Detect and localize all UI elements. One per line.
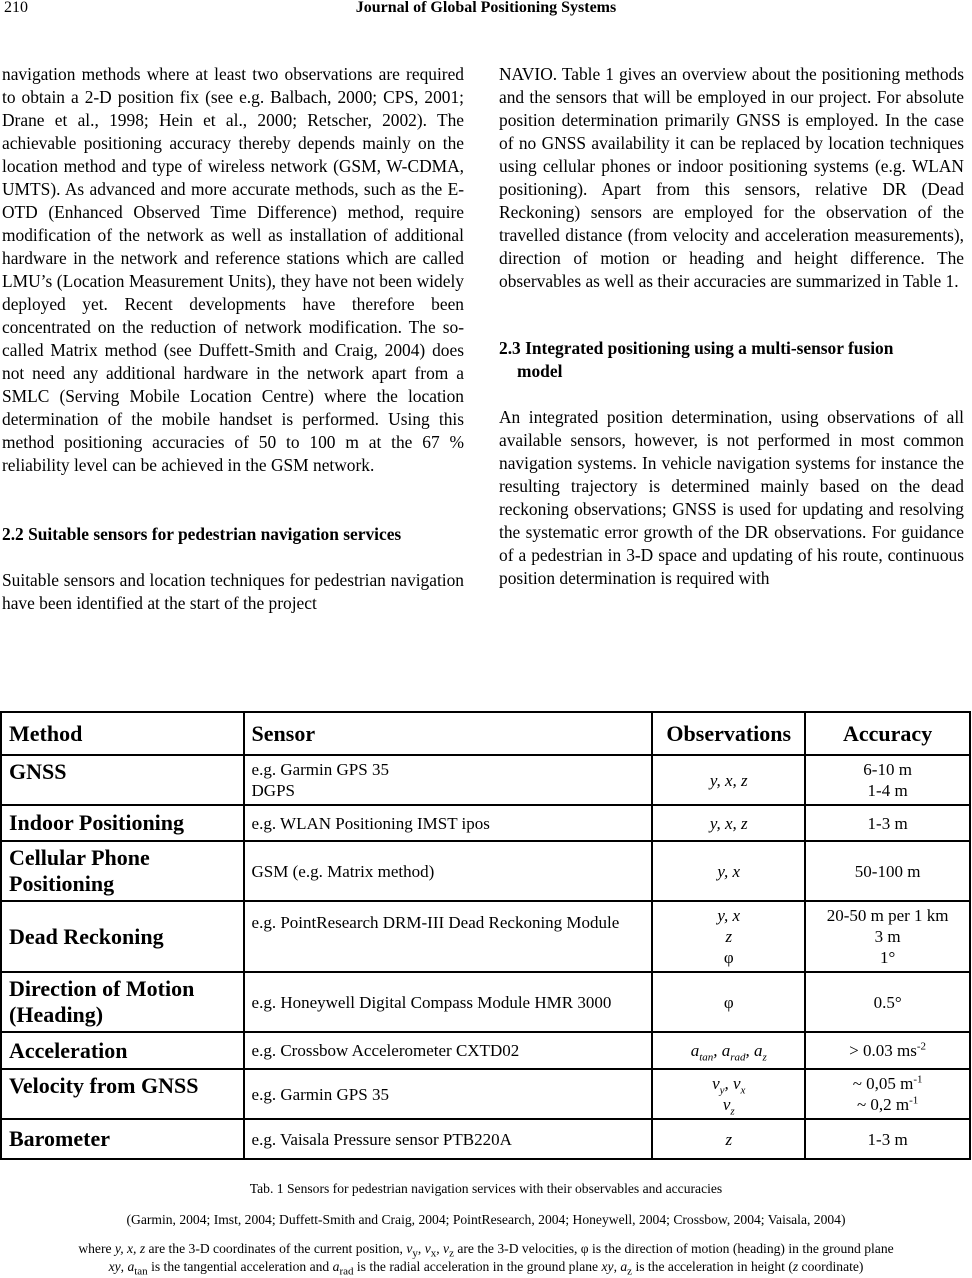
page-header: [0, 0, 972, 22]
footnote-text: ,: [120, 1259, 128, 1274]
observation-line: z: [725, 927, 733, 946]
observation-line: φ: [723, 948, 734, 967]
accuracy-line: 1-4 m: [867, 781, 908, 800]
accuracy-cell: [805, 755, 970, 805]
accuracy-cell: 0.5°: [805, 972, 970, 1032]
observations-cell: [652, 1032, 805, 1069]
accuracy-line: 3 m: [874, 927, 901, 946]
footnote-math: a: [620, 1259, 628, 1274]
footnote-math: v: [443, 1241, 450, 1256]
observations-cell: y, x, z: [652, 805, 805, 841]
sensor-line: DGPS: [251, 781, 295, 800]
obs-subscript: z: [762, 1051, 767, 1064]
footnote-text: ,: [417, 1241, 425, 1256]
accuracy-line: 6-10 m: [863, 760, 912, 779]
accuracy-value: ~ 0,2 m: [856, 1095, 910, 1114]
sensor-table: [0, 711, 971, 1160]
table-sources: (Garmin, 2004; Imst, 2004; Duffett-Smith and Craig, 2004; PointResearch, 2004; Honeywell, 2004; Crossbow, 2004; Vaisala, 2004): [126, 1212, 846, 1227]
method-cell: GNSS: [1, 755, 244, 805]
method-cell: Indoor Positioning: [1, 805, 244, 841]
obs-symbol: a: [721, 1041, 731, 1060]
accuracy-line: [813, 1073, 962, 1094]
table-row: [1, 805, 970, 841]
table-footnote: [0, 1240, 972, 1276]
sensor-cell: e.g. WLAN Positioning IMST ipos: [244, 805, 653, 841]
sensor-cell: e.g. PointResearch DRM-III Dead Reckoning Module: [244, 901, 653, 972]
observation-line: y, x: [717, 906, 741, 925]
obs-subscript: rad: [730, 1051, 746, 1064]
accuracy-exponent: -1: [909, 1094, 919, 1107]
sensor-cell: e.g. Crossbow Accelerometer CXTD02: [244, 1032, 653, 1069]
footnote-subscript: rad: [339, 1265, 354, 1278]
sensor-cell: e.g. Garmin GPS 35: [244, 1069, 653, 1119]
footnote-text: ,: [613, 1259, 621, 1274]
observation-line: [660, 1073, 797, 1097]
footnote-text: coordinate): [798, 1259, 864, 1274]
obs-separator: ,: [724, 1074, 733, 1093]
section-heading-2-2: 2.2 Suitable sensors for pedestrian navigation services: [2, 524, 402, 544]
obs-symbol: a: [690, 1041, 700, 1060]
footnote-subscript: z: [627, 1265, 633, 1278]
table-row: [1, 901, 970, 972]
footnote-subscript: z: [449, 1247, 454, 1260]
journal-title: Journal of Global Positioning Systems: [355, 0, 617, 16]
right-column: [499, 63, 964, 590]
footnote-math: a: [332, 1259, 340, 1274]
section-heading-2-3-line2: model: [517, 361, 563, 381]
accuracy-line: 1°: [879, 948, 896, 967]
obs-symbol: v: [712, 1074, 720, 1093]
obs-symbol: a: [754, 1041, 763, 1060]
observations-cell: [652, 901, 805, 972]
sensor-line: e.g. Garmin GPS 35: [251, 760, 389, 779]
footnote-subscript: x: [430, 1247, 437, 1260]
footnote-text: are the 3-D coordinates of the current position,: [145, 1241, 407, 1256]
accuracy-line: 20-50 m per 1 km: [826, 906, 949, 925]
accuracy-value: > 0.03 ms: [849, 1041, 917, 1060]
obs-separator: ,: [745, 1041, 755, 1060]
obs-symbol: v: [722, 1095, 731, 1114]
left-column: [2, 63, 464, 615]
method-cell: Direction of Motion (Heading): [1, 972, 244, 1032]
left-paragraph-2: Suitable sensors and location techniques for pedestrian navigation have been identified at the start of the project: [2, 570, 464, 613]
method-cell: Barometer: [1, 1119, 244, 1159]
table-caption: Tab. 1 Sensors for pedestrian navigation services with their observables and accuracies: [249, 1181, 723, 1196]
table-row: [1, 972, 970, 1032]
sensor-cell: e.g. Vaisala Pressure sensor PTB220A: [244, 1119, 653, 1159]
right-paragraph-1: NAVIO. Table 1 gives an overview about the positioning methods and the sensors that will be employed in our project. For absolute position determination primarily GNSS is employed. In the case of no GNSS availability it can be replaced by location techniques using cellular phones or indoor positioning systems (e.g. WLAN positioning). Apart from this sensors, relative DR (Dead Reckoning) sensors are employed for the observation of the travelled distance (from velocity and acceleration measurements), direction of motion or heading and height difference. The observables as well as their accuracies are summarized in Table 1.: [499, 64, 964, 291]
method-cell: Acceleration: [1, 1032, 244, 1069]
left-paragraph-1: navigation methods where at least two observations are required to obtain a 2-D position fix (see e.g. Balbach, 2000; CPS, 2001; Drane et al., 1998; Hein et al., 2000; Retscher, 2002). The achievable positioning accuracy thereby depends mainly on the location method and type of wireless network (GSM, W-CDMA, UMTS). As advanced and more accurate methods, such as the E-OTD (Enhanced Observed Time Difference) method, require modification of the network as well as installation of additional hardware in the network and reference stations which are called LMU’s (Location Measurement Units), they have not been widely deployed yet. Recent developments have therefore been concentrated on the reduction of network modification. The so-called Matrix method (see Duffett-Smith and Craig, 2004) does not need any additional hardware in the network apart from a SMLC (Serving Mobile Location Centre) where the location determination of the mobile handset is performed. Using this method positioning accuracies of 50 to 100 m at the 67 % reliability level can be achieved in the GSM network.: [2, 64, 464, 475]
footnote-text: ,: [436, 1241, 444, 1256]
method-cell: Dead Reckoning: [1, 901, 244, 972]
table-row: [1, 841, 970, 901]
footnote-math: y, x, z: [114, 1241, 146, 1256]
accuracy-cell: [805, 1069, 970, 1119]
obs-separator: ,: [713, 1041, 722, 1060]
method-cell: Velocity from GNSS: [1, 1069, 244, 1119]
observations-cell: z: [652, 1119, 805, 1159]
sensor-cell: GSM (e.g. Matrix method): [244, 841, 653, 901]
footnote-text: is the tangential acceleration and: [147, 1259, 333, 1274]
footnote-math: a: [127, 1259, 135, 1274]
footnote-text: are the 3-D velocities, φ is the direction of motion (heading) in the ground plane: [453, 1241, 894, 1256]
section-heading-2-3: [499, 337, 964, 383]
table-row: [1, 1069, 970, 1119]
table-row: [1, 1032, 970, 1069]
header-accuracy: Accuracy: [805, 712, 970, 755]
table-row: [1, 1119, 970, 1159]
obs-subscript: z: [730, 1105, 735, 1118]
header-observations: Observations: [652, 712, 805, 755]
section-heading-2-3-line1: 2.3 Integrated positioning using a multi-sensor fusion: [499, 338, 894, 358]
table-row: [1, 755, 970, 805]
accuracy-cell: [805, 1032, 970, 1069]
footnote-math: xy: [601, 1259, 614, 1274]
obs-subscript: tan: [699, 1051, 714, 1064]
accuracy-exponent: -1: [913, 1073, 923, 1086]
footnote-math: z: [792, 1259, 799, 1274]
right-paragraph-2: An integrated position determination, using observations of all available sensors, however, is not performed in most common navigation systems. In vehicle navigation systems for instance the resulting trajectory is determined mainly based on the dead reckoning observations; GNSS is used for updating and resolving the systematic error growth of the DR observations. For guidance of a pedestrian in 3-D space and updating of his route, continuous position determination is required with: [499, 407, 964, 588]
page-number: 210: [4, 0, 28, 16]
sensor-cell: [244, 755, 653, 805]
header-sensor: Sensor: [244, 712, 653, 755]
accuracy-cell: 50-100 m: [805, 841, 970, 901]
header-method: Method: [1, 712, 244, 755]
sensor-cell: e.g. Honeywell Digital Compass Module HMR 3000: [244, 972, 653, 1032]
method-cell: Cellular Phone Positioning: [1, 841, 244, 901]
footnote-text: is the acceleration in height (: [632, 1259, 793, 1274]
obs-subscript: x: [740, 1084, 746, 1097]
footnote-text: is the radial acceleration in the ground plane: [353, 1259, 602, 1274]
accuracy-cell: 1-3 m: [805, 1119, 970, 1159]
footnote-text: where: [78, 1241, 115, 1256]
observation-line: [660, 1094, 797, 1118]
accuracy-cell: 1-3 m: [805, 805, 970, 841]
accuracy-cell: [805, 901, 970, 972]
obs-subscript: y: [719, 1084, 725, 1097]
observations-cell: y, x, z: [652, 755, 805, 805]
footnote-subscript: y: [412, 1247, 418, 1260]
accuracy-value: ~ 0,05 m: [852, 1074, 914, 1093]
accuracy-exponent: -2: [916, 1040, 927, 1053]
obs-symbol: v: [733, 1074, 741, 1093]
observations-cell: y, x: [652, 841, 805, 901]
footnote-math: v: [424, 1241, 431, 1256]
observations-cell: φ: [652, 972, 805, 1032]
footnote-math: v: [406, 1241, 413, 1256]
table-header-row: [1, 712, 970, 755]
footnote-subscript: tan: [134, 1265, 148, 1278]
observations-cell: [652, 1069, 805, 1119]
accuracy-line: [813, 1094, 962, 1115]
footnote-math: xy: [108, 1259, 121, 1274]
